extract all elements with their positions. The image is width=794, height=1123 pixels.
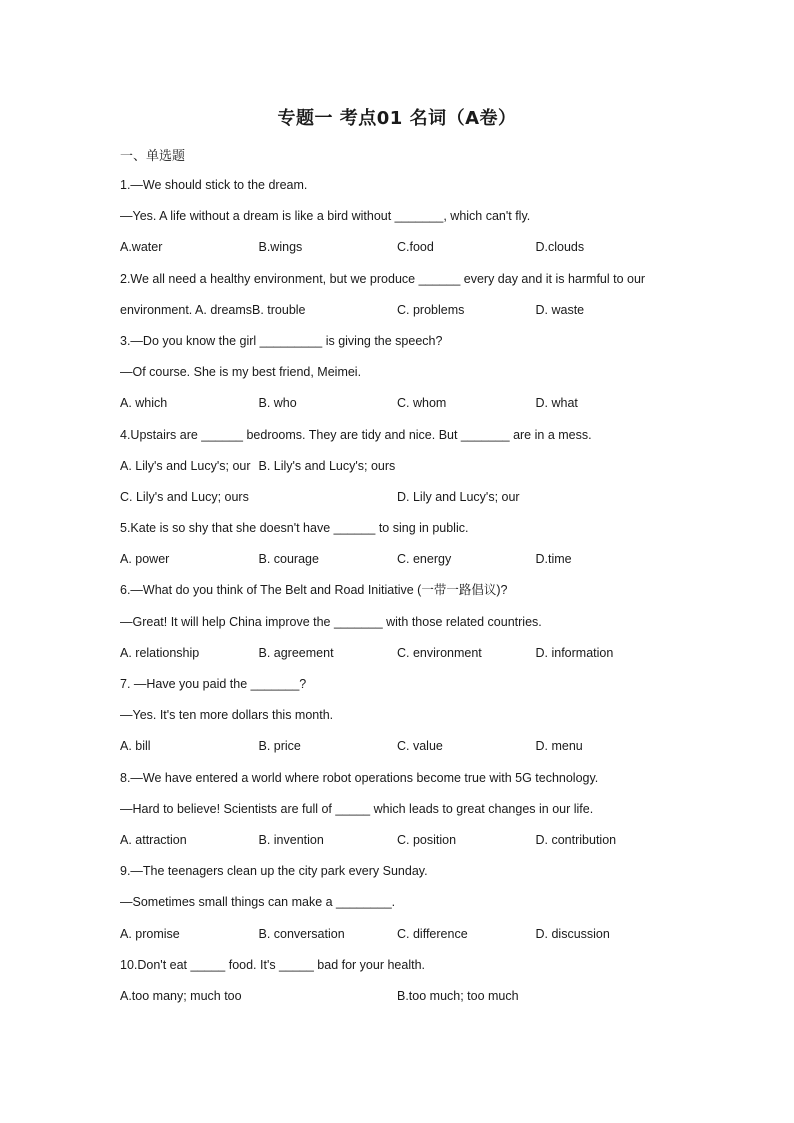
option-d: D. contribution bbox=[535, 832, 617, 847]
option-b: B. courage bbox=[258, 552, 319, 567]
option-c: C.food bbox=[397, 240, 434, 255]
question-1-line-2: —Yes. A life without a dream is like a bird without _______, which can't fly. bbox=[120, 209, 531, 224]
question-7-line-2: —Yes. It's ten more dollars this month. bbox=[120, 708, 334, 723]
option-a: A. Lily's and Lucy's; our bbox=[120, 458, 251, 473]
option-c: C. environment bbox=[397, 645, 482, 660]
question-4-options-row-2 bbox=[120, 488, 700, 519]
option-a: A. attraction bbox=[120, 832, 187, 847]
option-d: D. discussion bbox=[535, 926, 610, 941]
option-d: D. waste bbox=[535, 302, 585, 317]
option-b: B. Lily's and Lucy's; ours bbox=[258, 458, 396, 473]
question-6-options bbox=[120, 644, 700, 675]
question-10-stem: 10.Don't eat _____ food. It's _____ bad for your health. bbox=[120, 957, 425, 972]
option-d: D. what bbox=[535, 396, 578, 411]
option-c: C. whom bbox=[397, 396, 447, 411]
option-a: A. promise bbox=[120, 926, 180, 941]
option-a: A. which bbox=[120, 396, 168, 411]
option-c: C. Lily's and Lucy; ours bbox=[120, 489, 249, 504]
question-8-stem: 8.—We have entered a world where robot operations become true with 5G technology. bbox=[120, 770, 599, 785]
question-6-stem: 6.—What do you think of The Belt and Road Initiative (一带一路倡议)? bbox=[120, 583, 508, 598]
question-1-stem: 1.—We should stick to the dream. bbox=[120, 178, 308, 192]
question-9-line-2: —Sometimes small things can make a ________. bbox=[120, 895, 396, 910]
option-d: D. menu bbox=[535, 739, 583, 754]
option-a: A. bill bbox=[120, 739, 151, 754]
question-3-line-2: —Of course. She is my best friend, Meimei. bbox=[120, 365, 362, 380]
option-b: B. price bbox=[258, 739, 301, 754]
question-2-line-2: environment. A. dreamsB. trouble bbox=[120, 302, 306, 317]
question-3-options bbox=[120, 394, 700, 425]
option-c: C. value bbox=[397, 739, 443, 754]
option-a: A. relationship bbox=[120, 645, 200, 660]
option-c: C. difference bbox=[397, 926, 468, 941]
question-3-stem: 3.—Do you know the girl _________ is giving the speech? bbox=[120, 333, 443, 348]
option-b: B. invention bbox=[258, 832, 324, 847]
question-7-options bbox=[120, 737, 700, 768]
option-d: D. Lily and Lucy's; our bbox=[397, 489, 520, 504]
question-9-options bbox=[120, 925, 700, 956]
option-c: C. position bbox=[397, 832, 457, 847]
option-a: A.too many; much too bbox=[120, 988, 242, 1003]
option-b: B. conversation bbox=[258, 926, 345, 941]
question-5-options bbox=[120, 550, 700, 581]
section-heading: 一、单选题 bbox=[120, 149, 186, 164]
question-2-options bbox=[120, 301, 700, 332]
question-list bbox=[120, 176, 700, 1018]
option-d: D. information bbox=[535, 645, 614, 660]
option-b: B.wings bbox=[258, 240, 303, 255]
question-4-options-row-1 bbox=[120, 457, 700, 488]
question-2-stem: 2.We all need a healthy environment, but we produce ______ every day and it is harmful to our bbox=[120, 271, 646, 286]
option-c: C. energy bbox=[397, 552, 452, 567]
question-8-line-2: —Hard to believe! Scientists are full of _____ which leads to great changes in our life. bbox=[120, 801, 594, 816]
question-10-options bbox=[120, 987, 700, 1018]
question-7-stem: 7. —Have you paid the _______? bbox=[120, 677, 307, 691]
option-b: B. agreement bbox=[258, 645, 334, 660]
option-b: B.too much; too much bbox=[397, 988, 519, 1003]
question-8-options bbox=[120, 831, 700, 862]
option-c: C. problems bbox=[397, 302, 465, 317]
question-6-line-2: —Great! It will help China improve the _______ with those related countries. bbox=[120, 614, 542, 629]
option-d: D.time bbox=[535, 552, 572, 567]
option-a: A. power bbox=[120, 552, 170, 567]
question-1-options bbox=[120, 238, 700, 269]
page-title: 专题一 考点01 名词（A卷） bbox=[277, 108, 517, 129]
question-4-stem: 4.Upstairs are ______ bedrooms. They are tidy and nice. But _______ are in a mess. bbox=[120, 427, 592, 442]
option-d: D.clouds bbox=[535, 240, 585, 255]
question-9-stem: 9.—The teenagers clean up the city park every Sunday. bbox=[120, 864, 428, 879]
option-b: B. who bbox=[258, 396, 297, 411]
option-a: A.water bbox=[120, 240, 163, 255]
question-5-stem: 5.Kate is so shy that she doesn't have ______ to sing in public. bbox=[120, 521, 469, 536]
